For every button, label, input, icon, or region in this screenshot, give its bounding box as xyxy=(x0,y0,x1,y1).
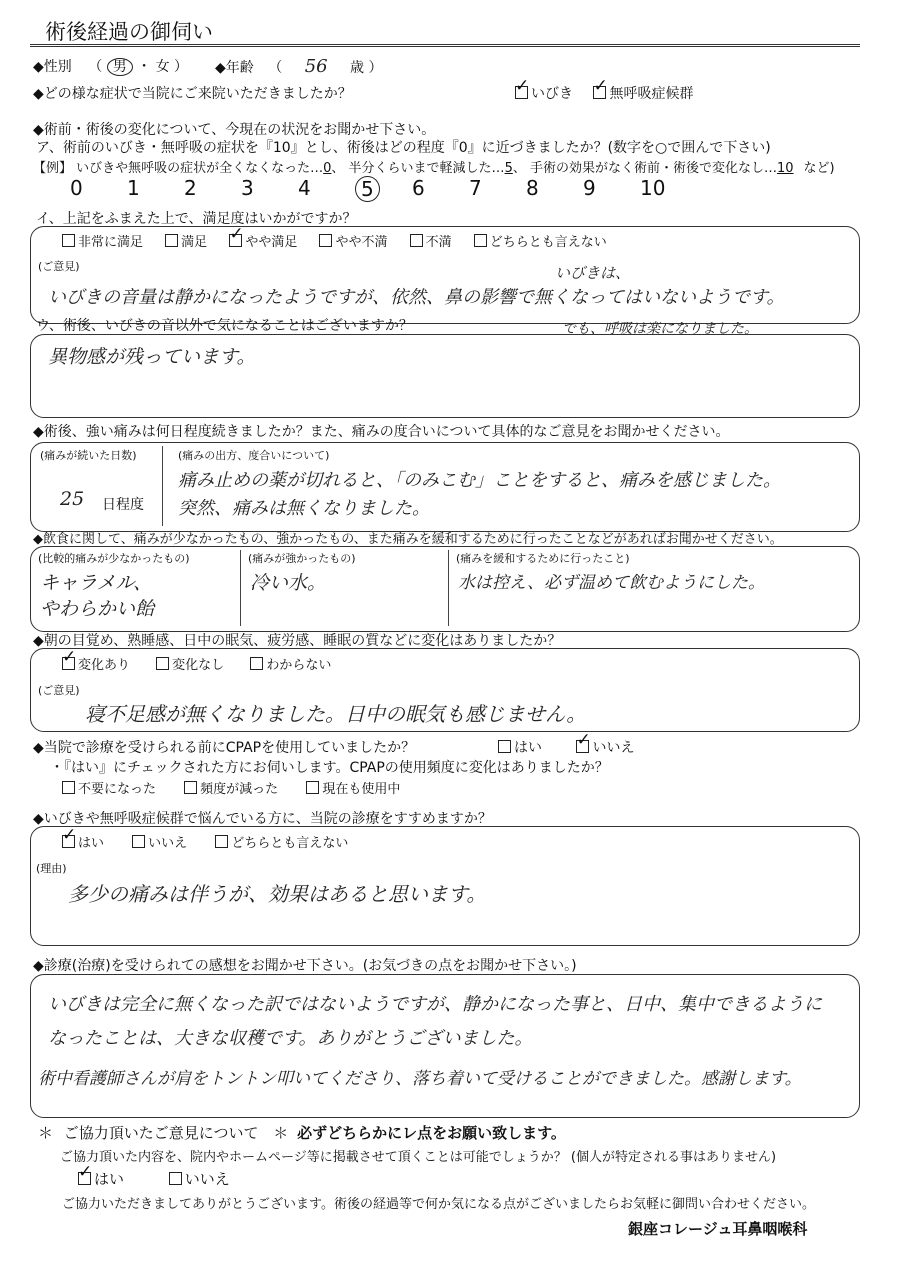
q6-col3-label: (痛みを緩和するために行ったこと) xyxy=(456,552,630,565)
page-title: 術後経過の御伺い xyxy=(45,20,213,44)
q3-opinion-line2[interactable]: でも、呼吸は楽になりました。 xyxy=(562,321,758,337)
checkbox-icon xyxy=(515,86,528,99)
checkbox-icon xyxy=(132,835,145,848)
checkbox-icon xyxy=(169,1172,182,1185)
checkbox-icon xyxy=(229,234,242,247)
checkbox-icon xyxy=(156,657,169,670)
q5-divider xyxy=(162,446,163,526)
q7-answer[interactable]: 寝不足感が無くなりました。日中の眠気も感じません。 xyxy=(85,702,587,726)
q7-option-no-change[interactable]: 変化なし xyxy=(156,658,224,673)
checkbox-icon xyxy=(593,86,606,99)
gender-paren-open: （ xyxy=(88,59,103,75)
scale-number-0[interactable]: 0 xyxy=(70,176,83,200)
checkbox-icon xyxy=(184,781,197,794)
q6-col2-label: (痛みが強かったもの) xyxy=(248,552,356,565)
checkbox-icon xyxy=(62,835,75,848)
q4-text: ウ、術後、いびきの音以外で気になることはございますか？ xyxy=(36,318,413,334)
q1-option-snoring[interactable]: ✓ いびき xyxy=(515,86,573,102)
q1-options xyxy=(515,83,693,103)
q6-col1-line2[interactable]: やわらかい飴 xyxy=(40,598,155,620)
q6-col1-label: (比較的痛みが少なかったもの) xyxy=(38,552,190,565)
scale-number-9[interactable]: 9 xyxy=(583,176,596,200)
q7-options xyxy=(62,654,331,673)
q3-option-very-satisfied[interactable]: 非常に満足 xyxy=(62,235,143,250)
checkbox-icon xyxy=(250,657,263,670)
scale-number-3[interactable]: 3 xyxy=(241,176,254,200)
age-label: ◆年齢 xyxy=(215,60,254,76)
gender-dot: ・ xyxy=(137,59,152,75)
q8-option-no[interactable]: ✓ いいえ xyxy=(576,740,634,756)
q5-answer-line2[interactable]: 突然、痛みは無くなりました。 xyxy=(178,498,430,519)
scale-number-1[interactable]: 1 xyxy=(127,176,140,200)
checkbox-icon xyxy=(576,740,589,753)
checkbox-icon xyxy=(215,835,228,848)
q7-option-changed[interactable]: ✓変化あり xyxy=(62,658,130,673)
age-unit: 歳 xyxy=(350,60,365,76)
checkbox-icon xyxy=(62,781,75,794)
q2-scale xyxy=(70,176,680,204)
gender-female[interactable]: 女 xyxy=(155,59,170,75)
q3-text: イ、上記をふまえた上で、満足度はいかがですか？ xyxy=(36,211,357,227)
q5-days-unit: 日程度 xyxy=(102,497,144,513)
q9-reason-label: (理由) xyxy=(36,862,67,875)
q10-line1[interactable]: いびきは完全に無くなった訳ではないようですが、静かになった事と、日中、集中できるように xyxy=(48,994,822,1015)
q9-option-yes[interactable]: ✓はい xyxy=(62,836,104,851)
age-paren-open: （ xyxy=(268,60,283,76)
scale-number-10[interactable]: 10 xyxy=(640,176,666,200)
q6-col3-answer[interactable]: 水は控え、必ず温めて飲むようにした。 xyxy=(458,573,766,593)
q5-text: ◆術後、強い痛みは何日程度続きましたか？また、痛みの度合いについて具体的なご意見をお聞かせください。 xyxy=(33,424,730,440)
checkbox-icon xyxy=(319,234,332,247)
q3-opinion-insert[interactable]: いびきは、 xyxy=(555,264,631,282)
q8-sub-option-reduced[interactable]: 頻度が減った xyxy=(184,782,278,797)
q3-opinion-label: (ご意見) xyxy=(38,260,80,273)
gender-paren-close: ） xyxy=(174,59,189,75)
q9-text: ◆いびきや無呼吸症候群で悩んでいる方に、当院の診療をすすめますか？ xyxy=(33,811,492,827)
gender-row xyxy=(33,56,188,76)
q2-text: ◆術前・術後の変化について、今現在の状況をお聞かせ下さい。 xyxy=(33,122,436,138)
checkbox-icon xyxy=(62,234,75,247)
scale-number-2[interactable]: 2 xyxy=(184,176,197,200)
scale-number-5[interactable]: 5 xyxy=(355,176,380,202)
checkbox-icon xyxy=(78,1172,91,1185)
checkbox-icon xyxy=(62,657,75,670)
q6-text: ◆飲食に関して、痛みが少なかったもの、強かったもの、また痛みを緩和するために行ったことなどがあればお聞かせください。 xyxy=(33,532,783,547)
consent-options xyxy=(78,1168,230,1189)
q6-col1-line1[interactable]: キャラメル、 xyxy=(40,572,152,594)
q3-option-neutral[interactable]: どちらとも言えない xyxy=(474,235,607,250)
q7-opinion-label: (ご意見) xyxy=(38,684,80,697)
q3-options xyxy=(62,231,607,250)
q8-sub-option-unneeded[interactable]: 不要になった xyxy=(62,782,156,797)
gender-label: ◆性別 xyxy=(33,59,72,75)
consent-heading: ＊ ご協力頂いたご意見について ＊ 必ずどちらかにレ点をお願い致します。 xyxy=(38,1124,566,1142)
clinic-name: 銀座コレージュ耳鼻咽喉科 xyxy=(628,1220,808,1238)
q9-option-neutral[interactable]: どちらとも言えない xyxy=(215,836,348,851)
checkbox-icon xyxy=(165,234,178,247)
q8-sub-options xyxy=(62,778,400,797)
q3-option-satisfied[interactable]: 満足 xyxy=(165,235,207,250)
q3-opinion-line1[interactable]: いびきの音量は静かになったようですが、依然、鼻の影響で無くなってはいないようです。 xyxy=(48,287,785,308)
q8-options xyxy=(498,737,634,757)
q3-option-somewhat-satisfied[interactable]: ✓ やや満足 xyxy=(229,235,297,250)
q8-sub: ・『はい』にチェックされた方にお伺いします。CPAPの使用頻度に変化はありましたか？ xyxy=(50,760,609,776)
q10-line3[interactable]: 術中看護師さんが肩をトントン叩いてくださり、落ち着いて受けることができました。感謝します。 xyxy=(38,1069,802,1089)
thanks-text: ご協力いただきましてありがとうございます。術後の経過等で何か気になる点がございましたらお気軽に御問い合わせください。 xyxy=(62,1197,815,1212)
q9-answer[interactable]: 多少の痛みは伴うが、効果はあると思います。 xyxy=(68,882,487,906)
scale-number-7[interactable]: 7 xyxy=(469,176,482,200)
q9-option-no[interactable]: いいえ xyxy=(132,836,187,851)
scale-number-6[interactable]: 6 xyxy=(412,176,425,200)
q5-days-value[interactable]: 25 xyxy=(60,488,85,510)
checkbox-icon xyxy=(410,234,423,247)
checkbox-icon xyxy=(474,234,487,247)
scale-number-8[interactable]: 8 xyxy=(526,176,539,200)
gender-male[interactable]: 男 xyxy=(107,58,133,76)
q2-sub-a: ア、術前のいびき・無呼吸の症状を『10』とし、術後はどの程度『0』に近づきましたか？(数字を○で囲んで下さい) xyxy=(36,140,771,156)
q7-option-unknown[interactable]: わからない xyxy=(250,658,331,673)
q6-divider-1 xyxy=(240,550,241,626)
consent-option-no[interactable]: いいえ xyxy=(169,1170,230,1188)
q6-divider-2 xyxy=(448,550,449,626)
q3-option-dissatisfied[interactable]: 不満 xyxy=(410,235,452,250)
age-paren-close: ） xyxy=(368,60,383,76)
q8-sub-option-still-using[interactable]: 現在も使用中 xyxy=(306,782,400,797)
checkbox-icon xyxy=(306,781,319,794)
consent-option-yes[interactable]: ✓はい xyxy=(78,1170,124,1188)
q2-example: 【例】 いびきや無呼吸の症状が全くなくなった…0、 半分くらいまで軽減した…5、 手術の効果がなく術前・術後で変化なし…10 など) xyxy=(33,161,835,176)
q9-options xyxy=(62,832,348,851)
q6-col2-answer[interactable]: 冷い水。 xyxy=(250,572,327,594)
q8-option-yes[interactable]: はい xyxy=(498,740,542,756)
checkbox-icon xyxy=(498,740,511,753)
consent-question: ご協力頂いた内容を、院内やホームページ等に掲載させて頂くことは可能でしょうか？ (個人が特定される事はありません) xyxy=(60,1150,777,1165)
q8-text: ◆当院で診療を受けられる前にCPAPを使用していましたか？ xyxy=(33,740,416,756)
q1-option-apnea[interactable]: ✓ 無呼吸症候群 xyxy=(593,86,693,102)
q10-line2[interactable]: なったことは、大きな収穫です。ありがとうございました。 xyxy=(48,1028,533,1049)
q5-days-label: (痛みが続いた日数) xyxy=(40,449,137,462)
age-row xyxy=(215,56,383,77)
title-underline xyxy=(30,44,860,47)
scale-number-4[interactable]: 4 xyxy=(298,176,311,200)
q7-text: ◆朝の目覚め、熟睡感、日中の眠気、疲労感、睡眠の質などに変化はありましたか？ xyxy=(33,633,562,649)
age-value[interactable]: 56 xyxy=(304,56,328,77)
q10-text: ◆診療(治療)を受けられての感想をお聞かせ下さい。(お気づきの点をお聞かせ下さい。) xyxy=(33,958,577,974)
q5-answer-line1[interactable]: 痛み止めの薬が切れると、「のみこむ」ことをすると、痛みを感じました。 xyxy=(178,470,781,491)
q1-text: ◆どの様な症状で当院にご来院いただきましたか？ xyxy=(33,86,352,102)
q5-degree-label: (痛みの出方、度合いについて) xyxy=(178,449,330,462)
q4-answer[interactable]: 異物感が残っています。 xyxy=(48,346,256,368)
q3-option-somewhat-dissatisfied[interactable]: やや不満 xyxy=(319,235,387,250)
